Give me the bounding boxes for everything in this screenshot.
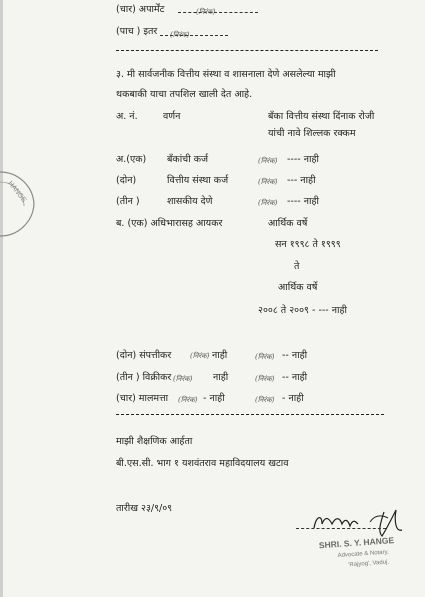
handwritten-nil: (निरंक) (258, 157, 278, 165)
page-edge-shadow (0, 0, 3, 597)
tax-end: -- नाही (282, 372, 308, 383)
section-divider (116, 414, 384, 415)
row-desc: बँकांची कर्ज (167, 154, 209, 165)
header-right-line1: बँका वित्तीय संस्था दिंनाक रोजी (268, 111, 375, 122)
tax-mid: नाही (212, 350, 228, 361)
section3-line1: ३. मी सार्वजनीक वित्तीय संस्था व शासनाला देणे असलेल्या माझी (116, 69, 336, 80)
income-tax-label: ब. (एक) अधिभारासह आयकर (116, 218, 223, 229)
blank-line (178, 12, 258, 13)
round-stamp-text: HANGE (6, 180, 28, 204)
row-value: --- नाही (287, 175, 316, 186)
stamp-line3: 'Rajyog', Vaduj. (348, 559, 390, 569)
signature-line (296, 528, 386, 529)
tax-mid: - नाही (203, 393, 225, 404)
row-label: (तीन ) (116, 196, 140, 207)
stamp-line2: Advocate & Notary, (337, 549, 389, 560)
row-desc: वित्तीय संस्था कर्ज (167, 175, 229, 186)
row-value: ---- नाही (287, 196, 319, 207)
tax-label: (चार) मालमत्ता (116, 393, 169, 404)
section-divider (116, 50, 378, 51)
row-label: अ.(एक) (116, 154, 147, 165)
handwritten-nil: (निरंक) (178, 396, 198, 404)
section3-line2: थकबाकी याचा तपशिल खाली देत आहे. (116, 89, 253, 100)
handwritten-nil: (निरंक) (255, 353, 275, 361)
item-other: (पाच ) इतर (116, 26, 158, 37)
header-right-line2: यांची नावे शिल्लक रक्कम (268, 128, 356, 139)
handwritten-nil: (निरंक) (173, 375, 193, 383)
stamp-name: SHRI. S. Y. HANGE (318, 535, 395, 551)
education-heading: माझी शैक्षणिक आर्हता (116, 436, 193, 447)
header-serial: अ. नं. (116, 111, 138, 122)
handwritten-nil: (निरंक) (170, 31, 190, 39)
tax-end: -- नाही (282, 350, 308, 361)
handwritten-nil: (निरंक) (258, 178, 278, 186)
row-label: (दोन) (116, 175, 137, 186)
handwritten-nil: (निरंक) (190, 352, 210, 360)
header-description: वर्णन (163, 111, 181, 122)
tax-mid: नाही (213, 372, 229, 383)
year-range-2: २००८ ते २००९ - --- नाही (258, 305, 347, 316)
handwritten-nil: (निरंक) (255, 375, 275, 383)
notary-stamp (310, 531, 423, 589)
date-line: तारीख २३/९/०९ (116, 503, 173, 514)
tax-end: - नाही (282, 393, 304, 404)
te-word: ते (294, 261, 300, 272)
tax-label: (दोन) संपत्तीकर (116, 350, 172, 361)
handwritten-nil: (निरंक) (258, 199, 278, 207)
tax-label: (तीन ) विक्रीकर (116, 372, 172, 383)
row-value: ---- नाही (287, 154, 319, 165)
fy-label-2: आर्थिक वर्षे (278, 282, 318, 293)
round-stamp-fragment (0, 168, 40, 238)
year-range: सन १९९८ ते १९९९ (275, 239, 341, 250)
fy-label: आर्थिक वर्षे (268, 218, 308, 229)
handwritten-nil: (निरंक) (255, 396, 275, 404)
item-apartment: (चार) अपार्मेंट (116, 4, 165, 15)
row-desc: शासकीय देणे (167, 196, 213, 207)
education-detail: बी.एस.सी. भाग १ यशवंतराव महाविदयालय खटाव (116, 458, 289, 469)
handwritten-nil: (निरंक) (196, 8, 216, 16)
